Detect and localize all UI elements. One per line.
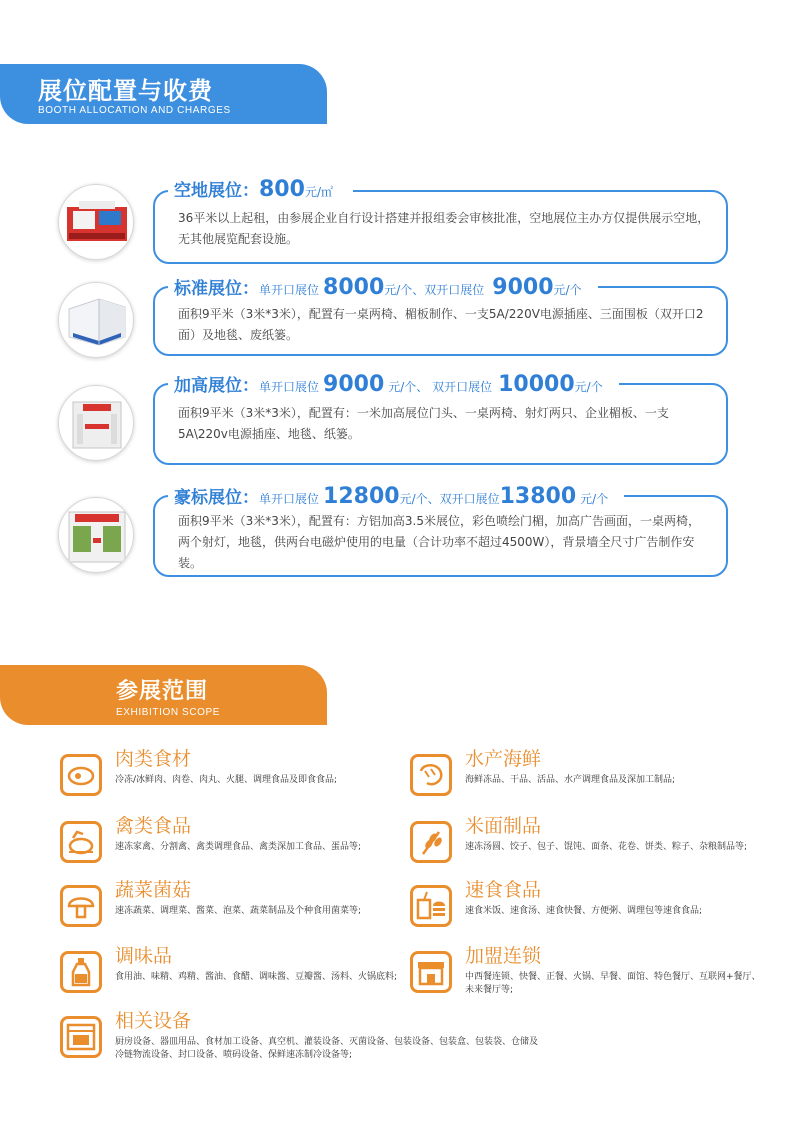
scope-section-title: 参展范围: [116, 679, 209, 704]
scope-item-description: 食用油、味精、鸡精、酱油、食醋、调味酱、豆瓣酱、汤料、火锅底料;: [115, 972, 398, 982]
scope-item-franchise: [410, 945, 761, 999]
scope-item-fast-food: [410, 881, 750, 933]
scope-item-equipment: [60, 1012, 580, 1068]
scope-item-seasonings: [60, 947, 400, 999]
booth-price-single: 8000: [323, 275, 385, 300]
scope-item-title: 调味品: [115, 945, 173, 967]
booth-price-single: 9000: [323, 372, 385, 397]
chicken-icon: [60, 821, 102, 863]
scope-item-title: 禽类食品: [115, 815, 192, 837]
booth-label-single: 单开口展位: [259, 283, 320, 297]
scope-section-subtitle: EXHIBITION SCOPE: [116, 707, 221, 718]
booth-section-banner: [0, 64, 327, 124]
scope-item-description: 速食米饭、速食汤、速食快餐、方便粥、调理包等速食食品;: [465, 906, 703, 916]
booth-card-luxury: [58, 485, 728, 577]
scope-item-description: 速冻汤圆、饺子、包子、馄饨、面条、花卷、饼类、粽子、杂粮制品等;: [465, 842, 748, 852]
booth-price-unit: 元/㎡: [304, 185, 333, 199]
booth-card-open-space: [58, 177, 728, 264]
booth-photo-raised: [58, 385, 134, 461]
scope-item-meat: [60, 750, 400, 802]
scope-item-title: 加盟连锁: [465, 945, 542, 967]
booth-price-double: 9000: [492, 275, 554, 300]
booth-description: 36平米以上起租，由参展企业自行设计搭建并报组委会审核批准，空地展位主办方仅提供展示空地，无其他展览配套设施。: [178, 211, 710, 246]
scope-item-description: 冷冻/冰鲜肉、肉卷、肉丸、火腿、调理食品及即食食品;: [115, 775, 338, 785]
booth-card-title: [168, 371, 619, 397]
wheat-icon: [410, 821, 452, 863]
booth-name: 空地展位：: [174, 181, 259, 201]
scope-item-title: 速食食品: [465, 879, 542, 901]
scope-item-description: 速冻蔬菜、调理菜、酱菜、泡菜、蔬菜制品及个种食用菌菜等;: [115, 906, 362, 916]
booth-section-title: 展位配置与收费: [38, 77, 213, 105]
booth-label-single: 单开口展位: [259, 492, 320, 506]
shop-icon: [410, 951, 452, 993]
scope-item-title: 肉类食材: [115, 748, 192, 770]
shrimp-icon: [410, 754, 452, 796]
booth-unit-single: 元/个、双开口展位: [384, 283, 485, 297]
scope-item-description: 海鲜冻品、干品、活品、水产调理食品及深加工制品;: [465, 775, 676, 785]
booth-unit-double: 元/个: [580, 492, 609, 506]
scope-item-poultry: [60, 817, 400, 869]
booth-card-title: [168, 176, 353, 202]
booth-section-subtitle: BOOTH ALLOCATION AND CHARGES: [38, 105, 231, 116]
fastfood-icon: [410, 885, 452, 927]
booth-label-single: 单开口展位: [259, 380, 320, 394]
booth-photo-luxury: [58, 497, 134, 573]
booth-name: 标准展位：: [174, 279, 259, 299]
booth-card-raised: [58, 373, 728, 465]
scope-item-description: 厨房设备、器皿用品、食材加工设备、真空机、灌装设备、灭菌设备、包装设备、包装盒、包装袋、仓储及冷链物流设备、封口设备、喷码设备、保鲜速冻制冷设备等;: [115, 1037, 539, 1060]
booth-unit-single: 元/个、双开口展位: [399, 492, 500, 506]
booth-card-title: [168, 483, 624, 509]
bottle-icon: [60, 951, 102, 993]
booth-unit-double: 元/个: [553, 283, 582, 297]
scope-item-description: 速冻家禽、分割禽、禽类调理食品、禽类深加工食品、蛋品等;: [115, 842, 362, 852]
booth-photo-standard: [58, 282, 134, 358]
booth-price-double: 13800: [499, 484, 577, 509]
oven-icon: [60, 1016, 102, 1058]
booth-photo-open-space: [58, 184, 134, 260]
booth-unit-double: 元/个: [574, 380, 603, 394]
booth-price: 800: [259, 177, 305, 202]
scope-item-noodles: [410, 817, 750, 869]
booth-description: 面积9平米（3米*3米），配置有：方铝加高3.5米展位，彩色喷绘门楣，加高广告画面，一桌两椅，两个射灯，地毯，供两台电磁炉使用的电量（合计功率不超过4500W），背景墙全尺寸广告制作安装。: [178, 514, 700, 570]
booth-price-single: 12800: [323, 484, 400, 509]
booth-card-standard: [58, 276, 728, 356]
scope-item-title: 蔬菜菌菇: [115, 879, 192, 901]
booth-name: 豪标展位：: [174, 488, 259, 508]
mushroom-icon: [60, 885, 102, 927]
booth-description: 面积9平米（3米*3米），配置有一桌两椅、楣板制作、一支5A/220V电源插座、三面围板（双开口2面）及地毯、废纸篓。: [178, 307, 704, 342]
booth-price-double: 10000: [498, 372, 575, 397]
booth-unit-single: 元/个、 双开口展位: [388, 380, 493, 394]
scope-item-title: 水产海鲜: [465, 748, 542, 770]
meat-icon: [60, 754, 102, 796]
scope-item-title: 相关设备: [115, 1010, 192, 1032]
scope-item-title: 米面制品: [465, 815, 542, 837]
booth-card-title: [168, 274, 598, 300]
scope-item-seafood: [410, 750, 750, 802]
scope-section-banner: [0, 665, 327, 725]
booth-description: 面积9平米（3米*3米），配置有：一米加高展位门头、一桌两椅、射灯两只、企业楣板、一支5A\220v电源插座、地毯、纸篓。: [178, 406, 669, 441]
booth-name: 加高展位：: [174, 376, 259, 396]
scope-item-description: 中西餐连锁、快餐、正餐、火锅、早餐、面馆、特色餐厅、互联网+餐厅、未来餐厅等;: [465, 972, 761, 995]
scope-item-vegetables: [60, 881, 400, 933]
